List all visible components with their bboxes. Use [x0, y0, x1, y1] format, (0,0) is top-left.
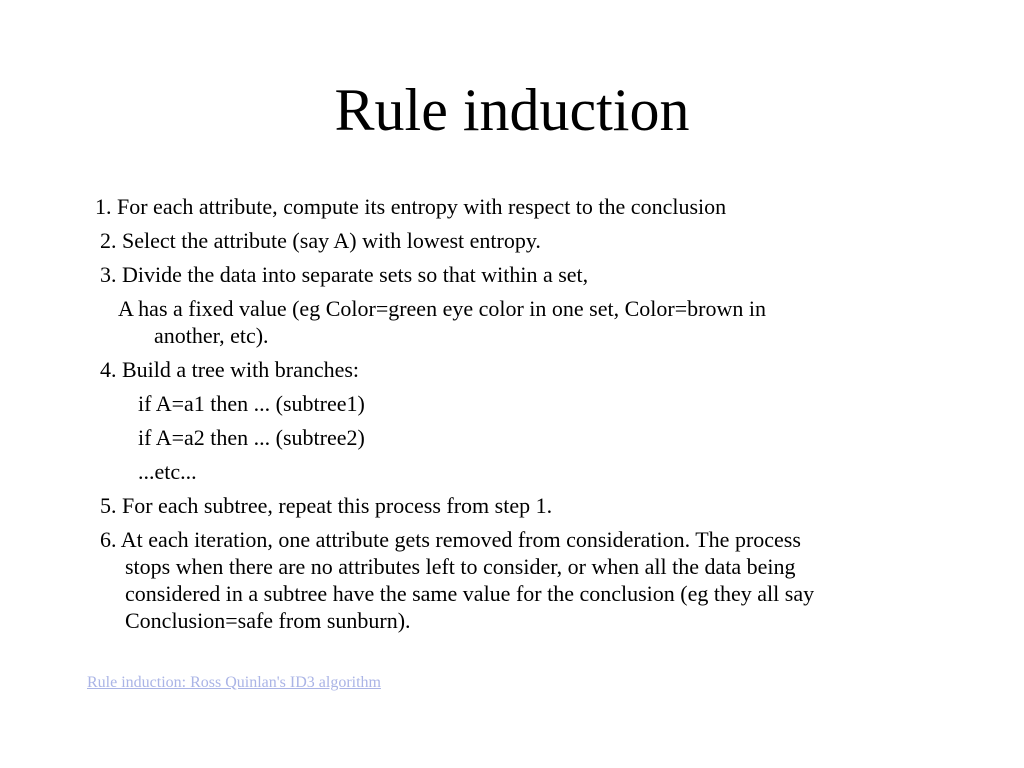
step-3-detail-line-1: A has a fixed value (eg Color=green eye color in one set, Color=brown in: [118, 296, 766, 321]
branch-2: if A=a2 then ... (subtree2): [138, 425, 365, 450]
page-title: Rule induction: [334, 77, 690, 143]
step-4: 4. Build a tree with branches:: [100, 357, 360, 382]
branch-etc: ...etc...: [138, 459, 197, 484]
step-6-line-4: Conclusion=safe from sunburn).: [125, 608, 411, 633]
step-5: 5. For each subtree, repeat this process from step 1.: [100, 493, 553, 518]
step-6-line-1: 6. At each iteration, one attribute gets removed from consideration. The process: [100, 527, 801, 552]
step-3-detail-line-2: another, etc).: [154, 323, 269, 348]
step-2: 2. Select the attribute (say A) with lowest entropy.: [100, 228, 541, 253]
step-6-line-2: stops when there are no attributes left to consider, or when all the data being: [125, 554, 796, 579]
step-1: 1. For each attribute, compute its entropy with respect to the conclusion: [95, 194, 727, 219]
id3-algorithm-link[interactable]: Rule induction: Ross Quinlan's ID3 algorithm: [87, 674, 381, 691]
branch-1: if A=a1 then ... (subtree1): [138, 391, 365, 416]
step-3: 3. Divide the data into separate sets so that within a set,: [100, 262, 589, 287]
step-6-line-3: considered in a subtree have the same value for the conclusion (eg they all say: [125, 581, 815, 606]
